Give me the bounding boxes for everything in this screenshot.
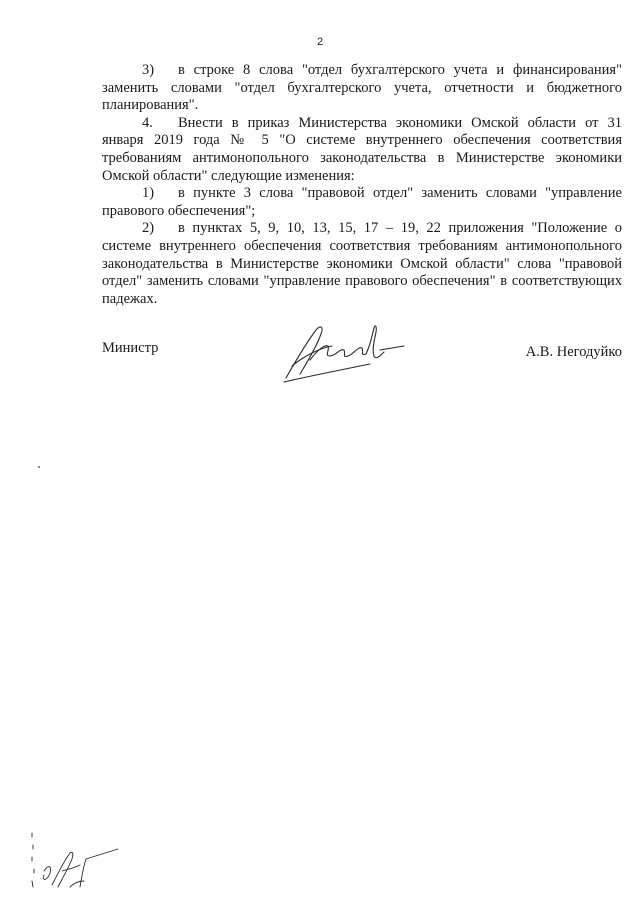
signer-name: А.В. Негодуйко — [525, 344, 622, 360]
paragraph-point-4 — [102, 115, 622, 185]
paragraph-item-3 — [102, 62, 622, 115]
item-number: 3) — [142, 62, 155, 78]
item-number: 2) — [142, 220, 155, 237]
item-text: в строке 8 слова "отдел бухгалтерского учета и финансирования" заменить словами "отдел бухгалтерского учета, отчетности и бюджетного планирования". — [102, 62, 622, 114]
item-number: 4. — [142, 114, 153, 131]
item-text: в пункте 3 слова "правовой отдел" заменить словами "управление правового обеспечения"; — [102, 185, 622, 219]
handwritten-initials — [22, 825, 132, 897]
paragraph-item-2 — [102, 220, 622, 308]
margin-dot — [38, 466, 40, 468]
page-number: 2 — [316, 36, 324, 48]
document-body — [102, 62, 622, 308]
item-number: 1) — [142, 185, 155, 202]
item-text: в пунктах 5, 9, 10, 13, 15, 17 – 19, 22 приложения "Положение о системе внутреннего обеспечения соответствия требованиям антимонопольного законодательства в Министерстве экономики Омской области" слова "правовой отдел" заменить словами "управление правового обеспечения" в соответствующих падежах. — [102, 220, 622, 307]
signer-title: Министр — [102, 340, 159, 356]
handwritten-signature — [280, 316, 410, 386]
paragraph-item-1 — [102, 185, 622, 220]
item-text: Внести в приказ Министерства экономики Омской области от 31 января 2019 года № 5 "О системе внутреннего обеспечения соответствия требованиям антимонопольного законодательства в Министерстве экономики Омской области" следующие изменения: — [102, 114, 622, 184]
